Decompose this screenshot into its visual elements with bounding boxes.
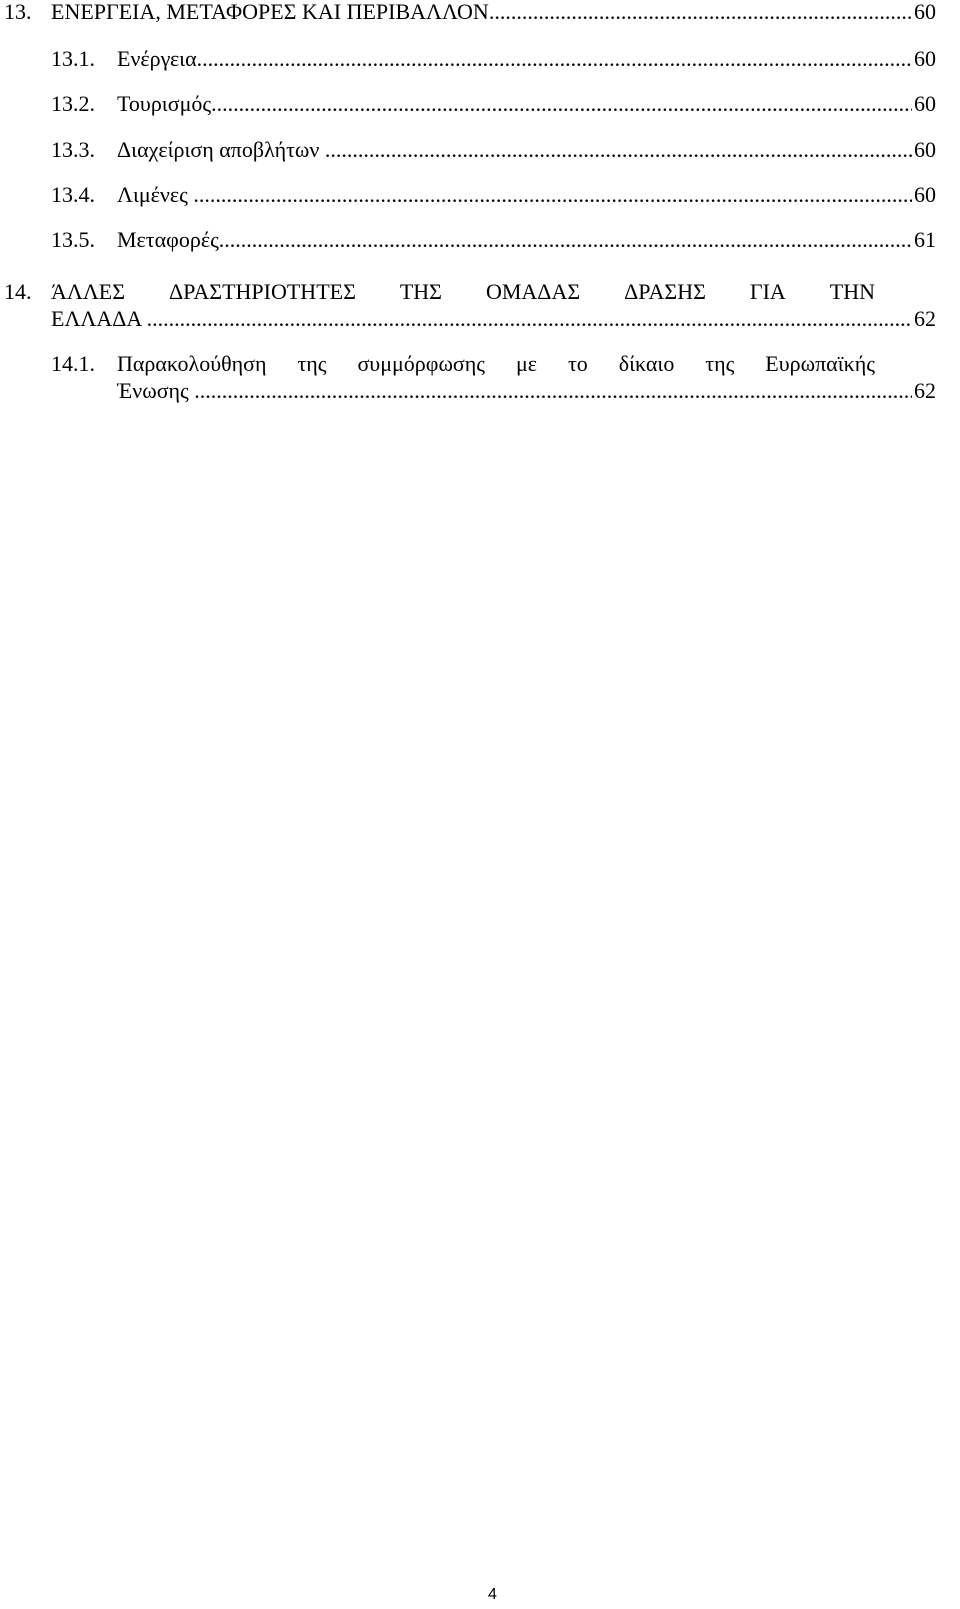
toc-number: 13. — [4, 0, 32, 24]
title-word: Παρακολούθηση — [117, 351, 267, 376]
page-number: 4 — [488, 1586, 497, 1603]
title-word: ΆΛΛΕΣ — [51, 279, 126, 304]
toc-number: 13.2. — [51, 91, 95, 116]
toc-title-line-1 — [51, 278, 875, 306]
toc-page-number: 60 — [914, 0, 936, 24]
toc-title-line-1 — [117, 350, 875, 378]
toc-title: Ενέργεια — [117, 46, 197, 71]
toc-title-line-2: Ένωσης — [117, 378, 195, 403]
dot-leader — [219, 226, 912, 254]
toc-title: Διαχείριση αποβλήτων — [117, 137, 325, 162]
title-word: με — [515, 351, 537, 376]
dot-leader — [147, 305, 912, 333]
toc-number: 13.3. — [51, 137, 95, 162]
title-word: ΓΙΑ — [749, 279, 786, 304]
toc-page-number: 60 — [914, 182, 936, 207]
toc-entry-13-5[interactable] — [0, 226, 960, 254]
toc-number: 13.5. — [51, 227, 95, 252]
title-word: ΔΡΑΣΤΗΡΙΟΤΗΤΕΣ — [169, 279, 356, 304]
dot-leader — [193, 181, 912, 209]
toc-entry-13-4[interactable] — [0, 181, 960, 209]
toc-page-number: 60 — [914, 91, 936, 116]
title-word: της — [297, 351, 327, 376]
title-word: το — [567, 351, 588, 376]
toc-page-number: 62 — [914, 378, 936, 403]
toc-page-number: 60 — [914, 46, 936, 71]
toc-entry-13-1[interactable] — [0, 45, 960, 73]
toc-title: Λιμένες — [117, 182, 194, 207]
toc-page-number: 60 — [914, 137, 936, 162]
toc-entry-14[interactable] — [0, 278, 960, 338]
toc-entry-13-3[interactable] — [0, 136, 960, 164]
toc-entry-14-1[interactable] — [0, 350, 960, 410]
title-word: δίκαιο — [618, 351, 675, 376]
title-word: ΔΡΑΣΗΣ — [624, 279, 706, 304]
title-word: ΟΜΑΔΑΣ — [485, 279, 581, 304]
dot-leader — [197, 45, 912, 73]
toc-entry-13-2[interactable] — [0, 90, 960, 118]
title-word: Ευρωπαϊκής — [765, 351, 875, 376]
dot-leader — [211, 90, 912, 118]
toc-title: Τουρισμός — [117, 91, 212, 116]
toc-page-number: 62 — [914, 306, 936, 331]
toc-entry-13[interactable] — [0, 0, 960, 26]
toc-number: 13.4. — [51, 182, 95, 207]
toc-number: 13.1. — [51, 46, 95, 71]
title-word: συμμόρφωσης — [357, 351, 486, 376]
dot-leader — [489, 0, 912, 26]
toc-title: ΕΝΕΡΓΕΙΑ, ΜΕΤΑΦΟΡΕΣ ΚΑΙ ΠΕΡΙΒΑΛΛΟΝ — [51, 0, 489, 24]
title-word: ΤΗΝ — [829, 279, 875, 304]
toc-title-line-2: ΕΛΛΑΔΑ — [51, 306, 147, 331]
toc-title: Μεταφορές — [117, 227, 219, 252]
title-word: ΤΗΣ — [399, 279, 442, 304]
toc-number: 14. — [4, 279, 32, 304]
toc-number: 14.1. — [51, 351, 95, 376]
title-word: της — [705, 351, 735, 376]
dot-leader — [194, 377, 912, 405]
toc-page-number: 61 — [914, 227, 936, 252]
dot-leader — [325, 136, 912, 164]
